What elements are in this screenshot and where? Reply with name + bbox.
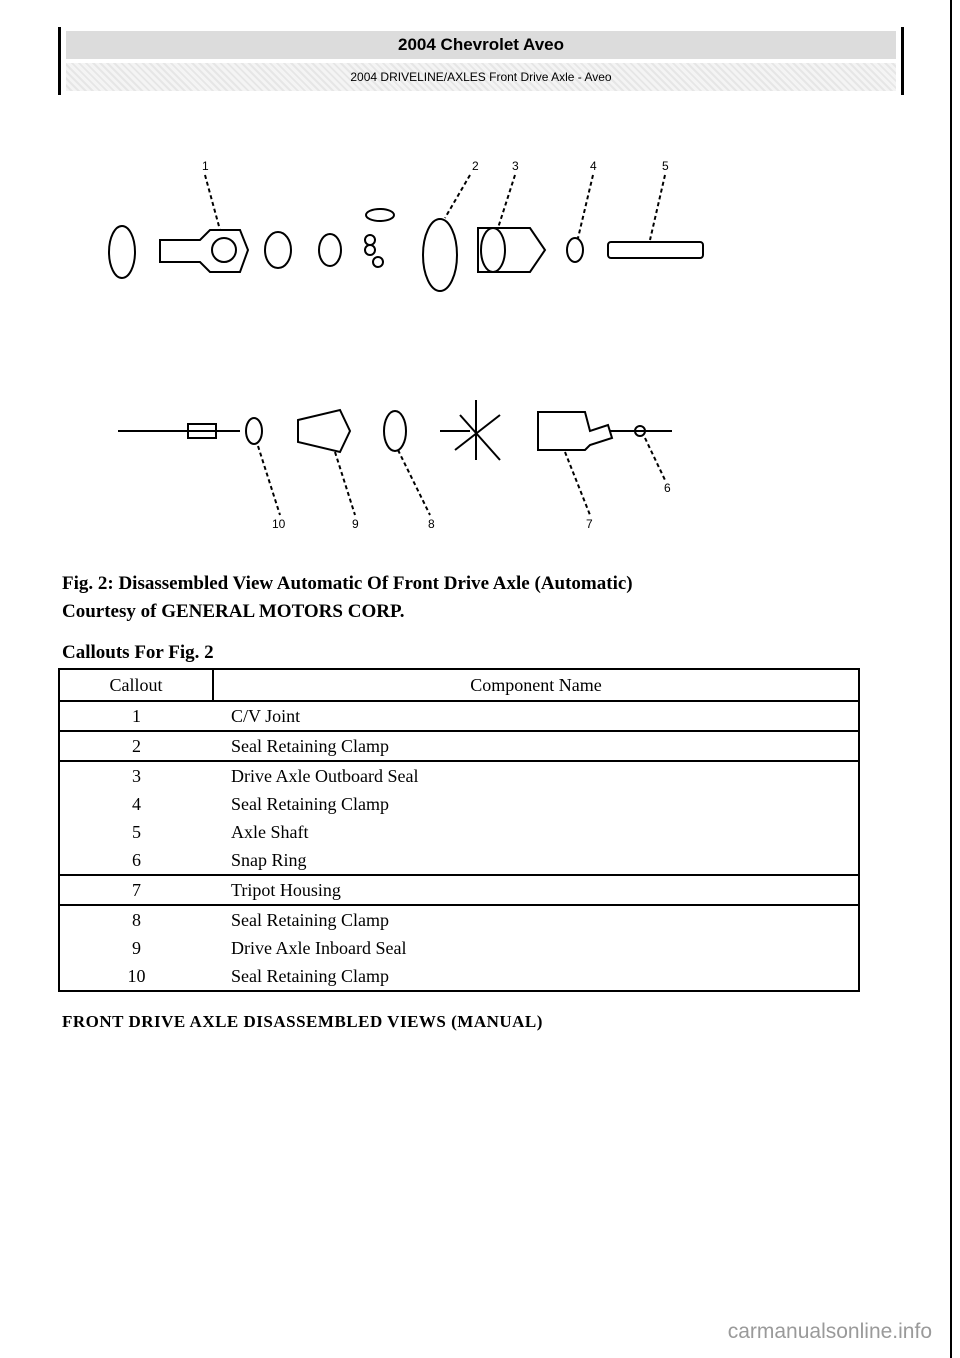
- column-header-component: Component Name: [213, 669, 859, 701]
- diagram-part-ring: [109, 226, 135, 278]
- diagram-part-axle-shaft: [608, 242, 703, 258]
- figure-caption-credit: Courtesy of GENERAL MOTORS CORP.: [62, 601, 405, 622]
- diagram-callout-3: 3: [512, 159, 519, 173]
- table-row: [59, 846, 859, 875]
- diagram-callout-4: 4: [590, 159, 597, 173]
- table-row: [59, 905, 859, 934]
- table-row: [59, 701, 859, 731]
- component-name: Seal Retaining Clamp: [213, 905, 859, 934]
- diagram-callout-10: 10: [272, 517, 286, 531]
- diagram-part-inner-race: [319, 234, 341, 266]
- diagram-part-small-clamp: [567, 238, 583, 262]
- exploded-axle-diagram: [0, 100, 960, 540]
- callout-number: 6: [59, 846, 213, 875]
- component-name: Seal Retaining Clamp: [213, 790, 859, 818]
- site-watermark: carmanualsonline.info: [727, 1320, 932, 1343]
- table-row: [59, 934, 859, 962]
- callouts-table: [58, 668, 860, 992]
- callout-number: 7: [59, 875, 213, 905]
- callout-number: 5: [59, 818, 213, 846]
- callout-number: 8: [59, 905, 213, 934]
- diagram-callout-1: 1: [202, 159, 209, 173]
- callout-number: 4: [59, 790, 213, 818]
- diagram-callout-2: 2: [472, 159, 479, 173]
- diagram-part-outboard-seal: [478, 228, 545, 272]
- table-row: [59, 790, 859, 818]
- diagram-callout-9: 9: [352, 517, 359, 531]
- component-name: Axle Shaft: [213, 818, 859, 846]
- diagram-part-clamp-10: [246, 418, 262, 444]
- vehicle-title: 2004 Chevrolet Aveo: [66, 31, 896, 59]
- figure-caption-title: Fig. 2: Disassembled View Automatic Of Front Drive Axle (Automatic): [62, 573, 633, 594]
- component-name: Drive Axle Inboard Seal: [213, 934, 859, 962]
- figure-caption: [62, 570, 633, 626]
- header-left-rule: [58, 27, 61, 95]
- diagram-callout-6: 6: [664, 481, 671, 495]
- diagram-part-cv-joint: [160, 230, 248, 272]
- diagram-callout-5: 5: [662, 159, 669, 173]
- callouts-title: Callouts For Fig. 2: [62, 642, 214, 663]
- table-header-row: [59, 669, 859, 701]
- diagram-part-clamp: [423, 219, 457, 291]
- component-name: C/V Joint: [213, 701, 859, 731]
- callout-number: 2: [59, 731, 213, 761]
- component-name: Tripot Housing: [213, 875, 859, 905]
- diagram-callout-8: 8: [428, 517, 435, 531]
- callout-number: 9: [59, 934, 213, 962]
- section-heading: FRONT DRIVE AXLE DISASSEMBLED VIEWS (MANUAL): [62, 1012, 543, 1031]
- diagram-part-cage: [265, 232, 291, 268]
- table-row: [59, 731, 859, 761]
- table-row: [59, 818, 859, 846]
- diagram-part-clamp-8: [384, 411, 406, 451]
- table-row: [59, 875, 859, 905]
- diagram-callout-7: 7: [586, 517, 593, 531]
- callout-number: 3: [59, 761, 213, 790]
- component-name: Seal Retaining Clamp: [213, 962, 859, 991]
- header-right-rule: [901, 27, 904, 95]
- callout-number: 10: [59, 962, 213, 991]
- table-row: [59, 761, 859, 790]
- diagram-part-tripot-housing: [538, 412, 612, 450]
- diagram-part-inboard-seal: [298, 410, 350, 452]
- column-header-callout: Callout: [59, 669, 213, 701]
- table-row: [59, 962, 859, 991]
- callout-number: 1: [59, 701, 213, 731]
- document-header: [58, 27, 904, 95]
- component-name: Seal Retaining Clamp: [213, 731, 859, 761]
- section-subtitle: 2004 DRIVELINE/AXLES Front Drive Axle - Aveo: [66, 63, 896, 91]
- component-name: Snap Ring: [213, 846, 859, 875]
- component-name: Drive Axle Outboard Seal: [213, 761, 859, 790]
